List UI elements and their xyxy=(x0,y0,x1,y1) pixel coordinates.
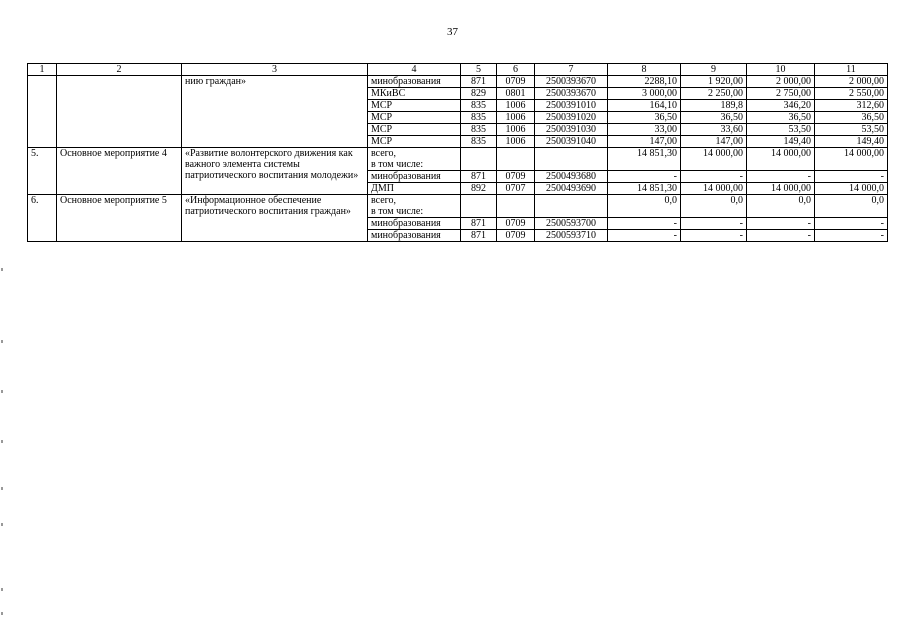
section-code: 0709 xyxy=(497,171,535,183)
scan-mark xyxy=(1,390,3,393)
value-col8: 164,10 xyxy=(608,100,681,112)
executor: МСР xyxy=(368,112,461,124)
header-row xyxy=(28,64,888,76)
target-code: 2500391020 xyxy=(535,112,608,124)
event-name: Основное мероприятие 4 xyxy=(57,148,182,195)
target-code: 2500391010 xyxy=(535,100,608,112)
target-code: 2500493690 xyxy=(535,183,608,195)
grbs-code: 835 xyxy=(461,100,497,112)
total-col11: 0,0 xyxy=(815,195,888,218)
total-col9: 0,0 xyxy=(681,195,747,218)
grbs-code: 871 xyxy=(461,171,497,183)
value-col8: 147,00 xyxy=(608,136,681,148)
total-col10: 14 000,00 xyxy=(747,148,815,171)
executor: МСР xyxy=(368,124,461,136)
target-code: 2500393670 xyxy=(535,76,608,88)
section-code: 0709 xyxy=(497,218,535,230)
section-code: 1006 xyxy=(497,136,535,148)
value-col10: 36,50 xyxy=(747,112,815,124)
col-header: 2 xyxy=(57,64,182,76)
executor: МСР xyxy=(368,136,461,148)
value-col8: 33,00 xyxy=(608,124,681,136)
value-col11: 2 550,00 xyxy=(815,88,888,100)
executor: минобразования xyxy=(368,230,461,242)
col-header: 8 xyxy=(608,64,681,76)
value-col11: - xyxy=(815,171,888,183)
grbs-code: 835 xyxy=(461,124,497,136)
value-col9: 147,00 xyxy=(681,136,747,148)
total-sublabel: в том числе: xyxy=(368,206,461,218)
total-label: всего, xyxy=(368,195,461,207)
table-row xyxy=(28,195,888,207)
col-header: 5 xyxy=(461,64,497,76)
value-col9: 36,50 xyxy=(681,112,747,124)
value-col9: 2 250,00 xyxy=(681,88,747,100)
total-col8: 14 851,30 xyxy=(608,148,681,171)
col-header: 6 xyxy=(497,64,535,76)
value-col10: - xyxy=(747,230,815,242)
total-col9: 14 000,00 xyxy=(681,148,747,171)
scan-mark xyxy=(1,268,3,271)
executor: минобразования xyxy=(368,218,461,230)
total-col8: 0,0 xyxy=(608,195,681,218)
executor: ДМП xyxy=(368,183,461,195)
executor: минобразования xyxy=(368,76,461,88)
value-col11: - xyxy=(815,218,888,230)
grbs-code: 892 xyxy=(461,183,497,195)
total-col10: 0,0 xyxy=(747,195,815,218)
row-number: 6. xyxy=(28,195,57,242)
scan-mark xyxy=(1,440,3,443)
target-code: 2500391040 xyxy=(535,136,608,148)
value-col11: 2 000,00 xyxy=(815,76,888,88)
total-label: всего, xyxy=(368,148,461,160)
executor: МКиВС xyxy=(368,88,461,100)
value-col9: 14 000,00 xyxy=(681,183,747,195)
empty-cell xyxy=(497,148,535,171)
row-number-cell xyxy=(28,76,57,148)
value-col8: - xyxy=(608,171,681,183)
value-col9: 189,8 xyxy=(681,100,747,112)
value-col9: 33,60 xyxy=(681,124,747,136)
value-col11: 149,40 xyxy=(815,136,888,148)
page-number: 37 xyxy=(447,26,458,38)
scan-mark xyxy=(1,612,3,615)
scan-mark xyxy=(1,588,3,591)
value-col9: - xyxy=(681,171,747,183)
col-header: 7 xyxy=(535,64,608,76)
value-col11: 36,50 xyxy=(815,112,888,124)
value-col10: 2 750,00 xyxy=(747,88,815,100)
grbs-code: 871 xyxy=(461,230,497,242)
empty-cell xyxy=(461,148,497,171)
event-description: «Информационное обеспечение патриотического воспитания граждан» xyxy=(182,195,368,242)
value-col8: - xyxy=(608,218,681,230)
event-description: «Развитие волонтерского движения как важного элемента системы патриотического воспитания молодежи» xyxy=(182,148,368,195)
value-col11: - xyxy=(815,230,888,242)
value-col11: 14 000,0 xyxy=(815,183,888,195)
section-code: 1006 xyxy=(497,124,535,136)
value-col10: 53,50 xyxy=(747,124,815,136)
grbs-code: 835 xyxy=(461,112,497,124)
section-code: 0707 xyxy=(497,183,535,195)
grbs-code: 829 xyxy=(461,88,497,100)
grbs-code: 835 xyxy=(461,136,497,148)
value-col10: 2 000,00 xyxy=(747,76,815,88)
table-row xyxy=(28,148,888,160)
section-code: 0709 xyxy=(497,76,535,88)
value-col11: 312,60 xyxy=(815,100,888,112)
total-sublabel: в том числе: xyxy=(368,159,461,171)
total-col11: 14 000,00 xyxy=(815,148,888,171)
value-col9: - xyxy=(681,218,747,230)
target-code: 2500393670 xyxy=(535,88,608,100)
scan-mark xyxy=(1,340,3,343)
target-code: 2500391030 xyxy=(535,124,608,136)
scan-mark xyxy=(1,487,3,490)
table-row xyxy=(28,76,888,88)
value-col8: 3 000,00 xyxy=(608,88,681,100)
empty-cell xyxy=(461,195,497,218)
budget-table xyxy=(27,63,888,242)
col-header: 1 xyxy=(28,64,57,76)
value-col8: 36,50 xyxy=(608,112,681,124)
section-code: 1006 xyxy=(497,112,535,124)
value-col8: 14 851,30 xyxy=(608,183,681,195)
col-header: 11 xyxy=(815,64,888,76)
grbs-code: 871 xyxy=(461,76,497,88)
section-code: 1006 xyxy=(497,100,535,112)
value-col10: 346,20 xyxy=(747,100,815,112)
executor: минобразования xyxy=(368,171,461,183)
target-code: 2500593700 xyxy=(535,218,608,230)
grbs-code: 871 xyxy=(461,218,497,230)
executor: МСР xyxy=(368,100,461,112)
value-col9: - xyxy=(681,230,747,242)
value-col8: - xyxy=(608,230,681,242)
value-col10: 149,40 xyxy=(747,136,815,148)
empty-cell xyxy=(497,195,535,218)
value-col11: 53,50 xyxy=(815,124,888,136)
target-code: 2500493680 xyxy=(535,171,608,183)
empty-cell xyxy=(535,195,608,218)
target-code: 2500593710 xyxy=(535,230,608,242)
event-name: Основное мероприятие 5 xyxy=(57,195,182,242)
empty-cell xyxy=(535,148,608,171)
col-header: 9 xyxy=(681,64,747,76)
section-code: 0801 xyxy=(497,88,535,100)
value-col10: - xyxy=(747,171,815,183)
event-name-cell xyxy=(57,76,182,148)
value-col8: 2288,10 xyxy=(608,76,681,88)
value-col9: 1 920,00 xyxy=(681,76,747,88)
row-number: 5. xyxy=(28,148,57,195)
value-col10: 14 000,00 xyxy=(747,183,815,195)
value-col10: - xyxy=(747,218,815,230)
col-header: 10 xyxy=(747,64,815,76)
section-code: 0709 xyxy=(497,230,535,242)
col-header: 4 xyxy=(368,64,461,76)
scan-mark xyxy=(1,523,3,526)
col-header: 3 xyxy=(182,64,368,76)
event-description: нию граждан» xyxy=(182,76,368,148)
